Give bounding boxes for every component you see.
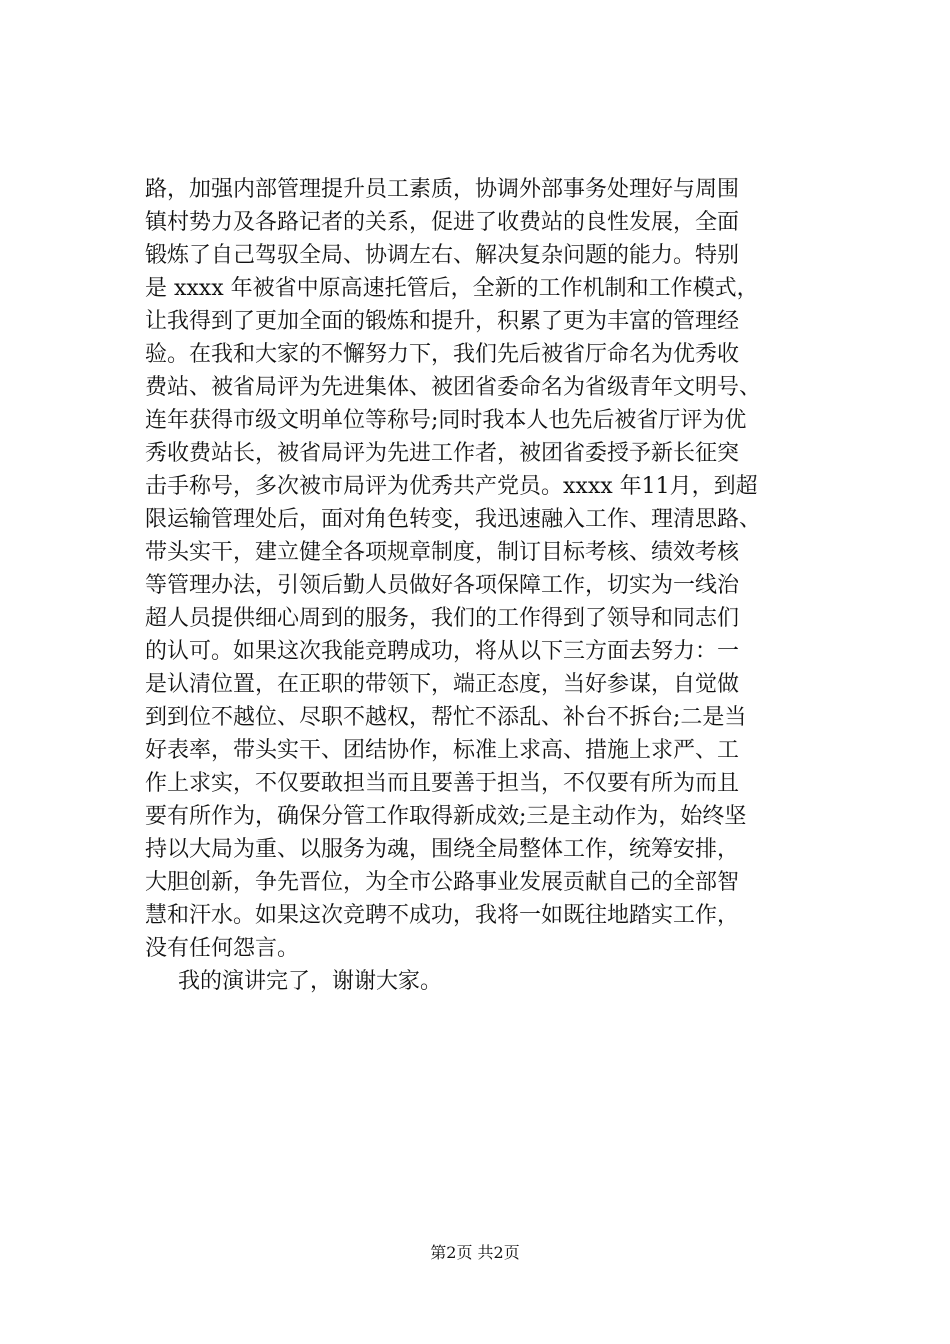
text-line: 没有任何怨言。	[145, 936, 300, 961]
text-line: 让我得到了更加全面的锻炼和提升，积累了更为丰富的管理经	[145, 309, 740, 334]
body-text	[145, 173, 835, 998]
text-line: 是认清位置，在正职的带领下，端正态度，当好参谋，自觉做	[145, 672, 740, 697]
text-line: 带头实干，建立健全各项规章制度，制订目标考核、绩效考核	[145, 540, 740, 565]
text-line: 秀收费站长，被省局评为先进工作者，被团省委授予新长征突	[145, 441, 740, 466]
text-line: 限运输管理处后，面对角色转变，我迅速融入工作、理清思路、	[145, 507, 762, 532]
closing-line: 我的演讲完了，谢谢大家。	[178, 969, 443, 994]
text-line: 验。在我和大家的不懈努力下，我们先后被省厅命名为优秀收	[145, 342, 740, 367]
text-line: 到到位不越位、尽职不越权，帮忙不添乱、补台不拆台;二是当	[145, 705, 747, 730]
text-line: 慧和汗水。如果这次竞聘不成功，我将一如既往地踏实工作，	[145, 903, 740, 928]
text-line: 等管理办法，引领后勤人员做好各项保障工作，切实为一线治	[145, 573, 740, 598]
text-line: 大胆创新，争先晋位，为全市公路事业发展贡献自己的全部智	[145, 870, 740, 895]
text-line: 是 xxxx 年被省中原高速托管后，全新的工作机制和工作模式，	[145, 276, 759, 301]
page-number-footer: 第2页 共2页	[430, 1243, 520, 1262]
text-line: 击手称号，多次被市局评为优秀共产党员。xxxx 年11月，到超	[145, 474, 758, 499]
text-line: 作上求实，不仅要敢担当而且要善于担当，不仅要有所为而且	[145, 771, 740, 796]
text-line: 镇村势力及各路记者的关系，促进了收费站的良性发展，全面	[145, 210, 740, 235]
text-line: 超人员提供细心周到的服务，我们的工作得到了领导和同志们	[145, 606, 740, 631]
text-line: 路，加强内部管理提升员工素质，协调外部事务处理好与周围	[145, 177, 740, 202]
text-line: 好表率，带头实干、团结协作，标准上求高、措施上求严、工	[145, 738, 740, 763]
text-line: 持以大局为重、以服务为魂，围绕全局整体工作，统筹安排，	[145, 837, 740, 862]
text-line: 要有所作为，确保分管工作取得新成效;三是主动作为，始终坚	[145, 804, 747, 829]
text-line: 费站、被省局评为先进集体、被团省委命名为省级青年文明号、	[145, 375, 762, 400]
text-line: 连年获得市级文明单位等称号;同时我本人也先后被省厅评为优	[145, 408, 747, 433]
text-line: 锻炼了自己驾驭全局、协调左右、解决复杂问题的能力。特别	[145, 243, 740, 268]
text-line: 的认可。如果这次我能竞聘成功，将从以下三方面去努力：一	[145, 639, 740, 664]
